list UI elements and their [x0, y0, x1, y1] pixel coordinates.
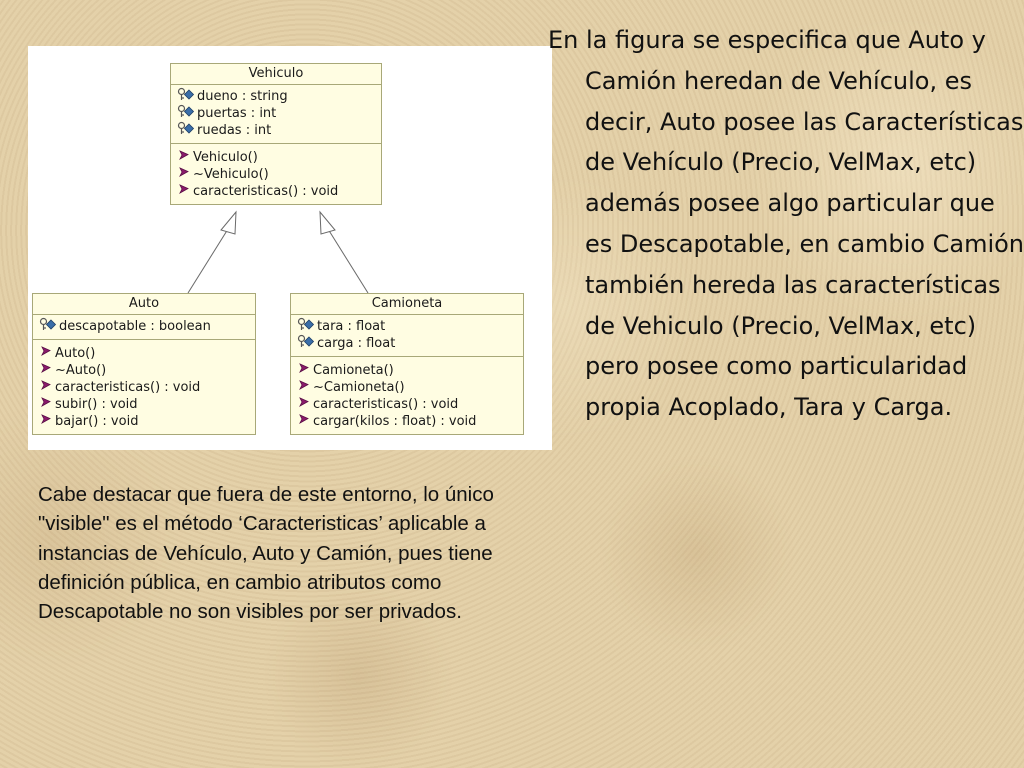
- operation-row: [39, 345, 255, 362]
- class-name: Auto: [33, 294, 255, 315]
- attribute-row: [297, 335, 523, 352]
- operation-row: [39, 379, 255, 396]
- class-operations: [33, 340, 255, 434]
- operation-label: Auto(): [55, 346, 96, 361]
- private-attribute-icon: [177, 121, 197, 140]
- class-attributes: [171, 85, 381, 144]
- inheritance-explanation-text: En la figura se especifica que Auto y Camión heredan de Vehículo, es decir, Auto posee las Características de Vehículo (Precio, VelMax, etc) además posee algo particular que es Descapotable, en cambio Camión también hereda las características de Vehiculo (Precio, VelMax, etc) pero posee como particularidad propia Acoplado, Tara y Carga.: [548, 26, 1024, 422]
- public-operation-icon: [177, 182, 193, 201]
- operation-row: [177, 166, 381, 183]
- attribute-label: dueno : string: [197, 89, 288, 104]
- camioneta-generalization-line: [328, 229, 368, 293]
- class-operations: [291, 357, 523, 434]
- operation-label: cargar(kilos : float) : void: [313, 414, 477, 429]
- operation-label: Vehiculo(): [193, 150, 258, 165]
- class-name: Vehiculo: [171, 64, 381, 85]
- operation-row: [39, 396, 255, 413]
- attribute-row: [177, 105, 381, 122]
- operation-row: [297, 379, 523, 396]
- attribute-row: [177, 88, 381, 105]
- attribute-label: ruedas : int: [197, 123, 272, 138]
- class-name: Camioneta: [291, 294, 523, 315]
- visibility-note-text: Cabe destacar que fuera de este entorno, lo único "visible" es el método ‘Caracteristicas’ aplicable a instancias de Vehículo, Auto y Camión, pues tiene definición pública, en cambio atributos como Descapotable no son visibles por ser privados.: [38, 483, 494, 624]
- operation-row: [297, 396, 523, 413]
- operation-label: bajar() : void: [55, 414, 139, 429]
- attribute-label: tara : float: [317, 319, 386, 334]
- operation-label: ~Camioneta(): [313, 380, 405, 395]
- operation-label: ~Auto(): [55, 363, 107, 378]
- operation-row: [177, 149, 381, 166]
- operation-row: [297, 362, 523, 379]
- attribute-label: carga : float: [317, 336, 396, 351]
- class-auto: [32, 293, 256, 435]
- uml-class-diagram: [28, 46, 552, 450]
- class-vehiculo: [170, 63, 382, 205]
- operation-label: Camioneta(): [313, 363, 394, 378]
- operation-label: caracteristicas() : void: [55, 380, 201, 395]
- attribute-label: descapotable : boolean: [59, 319, 211, 334]
- attribute-row: [177, 122, 381, 139]
- camioneta-generalization-arrowhead: [320, 212, 335, 234]
- operation-label: subir() : void: [55, 397, 138, 412]
- attribute-row: [297, 318, 523, 335]
- operation-label: caracteristicas() : void: [193, 184, 339, 199]
- attribute-label: puertas : int: [197, 106, 277, 121]
- class-attributes: [33, 315, 255, 340]
- operation-row: [177, 183, 381, 200]
- operation-label: ~Vehiculo(): [193, 167, 269, 182]
- public-operation-icon: [39, 412, 55, 431]
- private-attribute-icon: [297, 334, 317, 353]
- operation-label: caracteristicas() : void: [313, 397, 459, 412]
- operation-row: [39, 362, 255, 379]
- public-operation-icon: [297, 412, 313, 431]
- class-attributes: [291, 315, 523, 357]
- private-attribute-icon: [39, 317, 59, 336]
- auto-generalization-line: [188, 229, 228, 293]
- class-operations: [171, 144, 381, 204]
- operation-row: [297, 413, 523, 430]
- operation-row: [39, 413, 255, 430]
- class-camioneta: [290, 293, 524, 435]
- auto-generalization-arrowhead: [221, 212, 236, 234]
- attribute-row: [39, 318, 255, 335]
